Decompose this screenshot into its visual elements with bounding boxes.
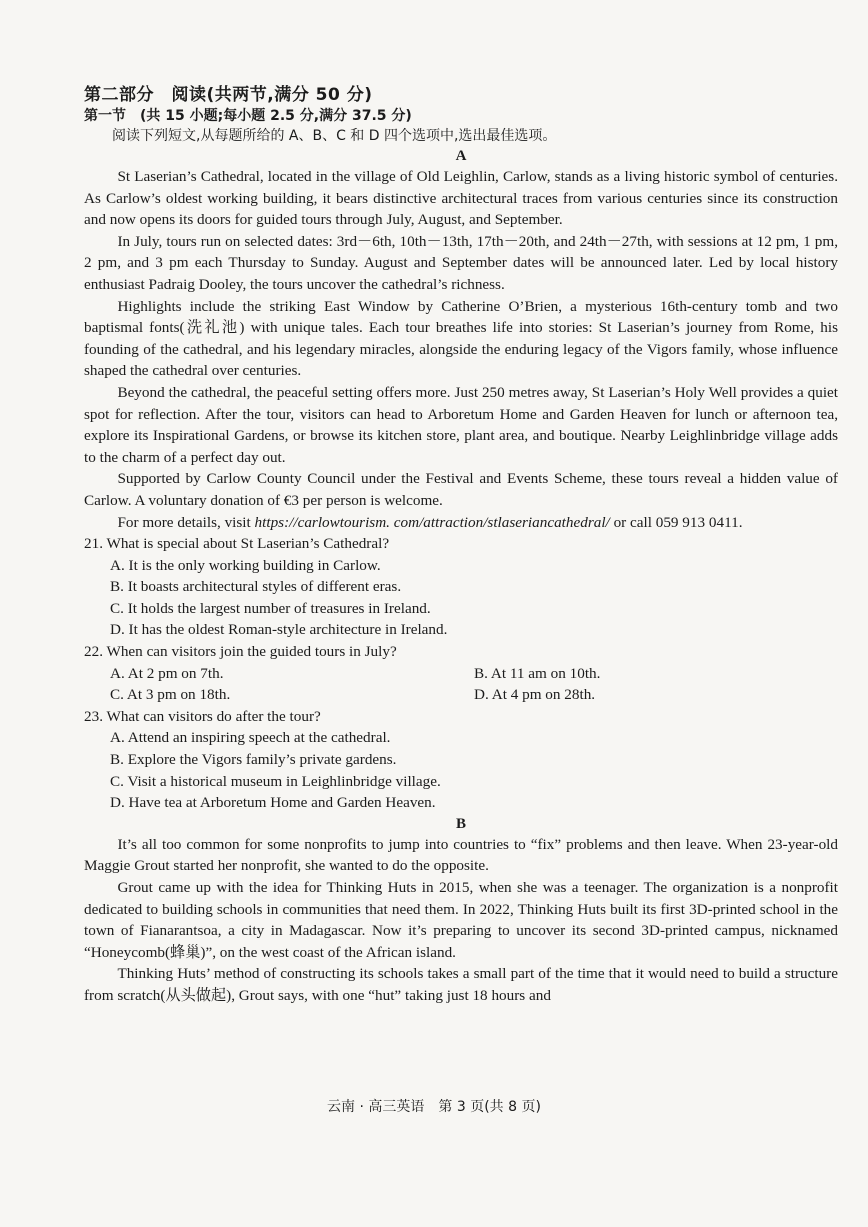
section-title: 第一节 (共 15 小题;每小题 2.5 分,满分 37.5 分) xyxy=(84,108,412,124)
passage-a-paragraph-2: In July, tours run on selected dates: 3rd－6th, 10th－13th, 17th－20th, and 24th－27th, with sessions at 12 pm, 1 pm, 2 pm, and 3 pm each Thursday to Sunday. August and September dates will be announced later. Led by local history enthusiast Padraig Dooley, the tours uncover the cathedral’s richness. xyxy=(84,232,838,293)
passage-b-paragraph-1: It’s all too common for some nonprofits to jump into countries to “fix” problems and then leave. When 23-year-old Maggie Grout started her nonprofit, she wanted to do the opposite. xyxy=(84,835,838,875)
option-c: C. At 3 pm on 18th. xyxy=(110,686,231,704)
passage-b-paragraph-3: Thinking Huts’ method of constructing its schools takes a small part of the time that it would need to build a structure from scratch(从头做起), Grout says, with one “hut” taking just 18 hours and xyxy=(84,965,838,1004)
option-c: C. Visit a historical museum in Leighlinbridge village. xyxy=(110,772,441,790)
passage-b-paragraph-2: Grout came up with the idea for Thinking Huts in 2015, when she was a teenager. The organization is a nonprofit dedicated to building schools in communities that need them. In 2022, Thinking Huts built its first 3D-printed school in the town of Fianarantsoa, a city in Madagascar. Now it’s preparing to uncover its second 3D-printed campus, nicknamed “Honeycomb(蜂巢)”, on the west coast of the African island. xyxy=(84,879,838,961)
question-22 xyxy=(84,641,838,706)
option-b: B. Explore the Vigors family’s private gardens. xyxy=(110,751,397,769)
contact-suffix: or call 059 913 0411. xyxy=(609,513,743,531)
option-d: D. It has the oldest Roman-style architecture in Ireland. xyxy=(110,621,448,639)
question-stem: 22. When can visitors join the guided tours in July? xyxy=(84,643,397,661)
question-23 xyxy=(84,706,838,814)
option-d: D. At 4 pm on 28th. xyxy=(474,686,596,704)
option-a: A. At 2 pm on 7th. xyxy=(110,664,224,682)
options-row-1 xyxy=(84,663,838,685)
question-stem: 23. What can visitors do after the tour? xyxy=(84,707,321,725)
passage-a-paragraph-6 xyxy=(84,512,838,534)
contact-prefix: For more details, visit xyxy=(117,513,255,531)
option-c: C. It holds the largest number of treasures in Ireland. xyxy=(110,599,431,617)
passage-a-paragraph-4: Beyond the cathedral, the peaceful setting offers more. Just 250 metres away, St Laserian’s Holy Well provides a quiet spot for reflection. After the tour, visitors can head to Arboretum Home and Garden Heaven for lunch or afternoon tea, explore its Inspirational Gardens, or browse its kitchen store, plant area, and boutique. Nearby Leighlinbridge village adds to the charm of a perfect day out. xyxy=(84,383,838,466)
question-21 xyxy=(84,533,838,641)
page-footer: 云南 · 高三英语 第 3 页(共 8 页) xyxy=(327,1099,541,1115)
options-row-2 xyxy=(84,684,838,706)
option-d: D. Have tea at Arboretum Home and Garden Heaven. xyxy=(110,794,436,812)
passage-a-paragraph-5: Supported by Carlow County Council under the Festival and Events Scheme, these tours reveal a hidden value of Carlow. A voluntary donation of €3 per person is welcome. xyxy=(84,470,838,509)
option-a: A. Attend an inspiring speech at the cathedral. xyxy=(110,729,391,747)
passage-a-paragraph-3: Highlights include the striking East Window by Catherine O’Brien, a mysterious 16th-century tomb and two baptismal fonts(洗礼池) with unique tales. Each tour breathes life into stories: St Laserian’s journey from Rome, his founding of the cathedral, and his legendary miracles, alongside the enduring legacy of the Vigors family, whose influence shaped the cathedral over centuries. xyxy=(84,297,838,380)
option-b: B. At 11 am on 10th. xyxy=(474,664,601,682)
passage-a-letter: A xyxy=(455,148,467,164)
instruction: 阅读下列短文,从每题所给的 A、B、C 和 D 四个选项中,选出最佳选项。 xyxy=(112,128,557,144)
passage-a-paragraph-1: St Laserian’s Cathedral, located in the village of Old Leighlin, Carlow, stands as a living historic symbol of centuries. As Carlow’s oldest working building, it bears distinctive architectural traces from various centuries since its construction and now opens its doors for guided tours through July, August, and September. xyxy=(84,168,838,229)
part-title: 第二部分 阅读(共两节,满分 50 分) xyxy=(84,85,373,105)
website-url: https://carlowtourism. com/attraction/stlaseriancathedral/ xyxy=(254,513,610,531)
option-b: B. It boasts architectural styles of different eras. xyxy=(110,578,402,596)
question-stem: 21. What is special about St Laserian’s Cathedral? xyxy=(84,535,390,553)
option-a: A. It is the only working building in Carlow. xyxy=(110,556,381,574)
passage-b-letter: B xyxy=(455,815,466,832)
